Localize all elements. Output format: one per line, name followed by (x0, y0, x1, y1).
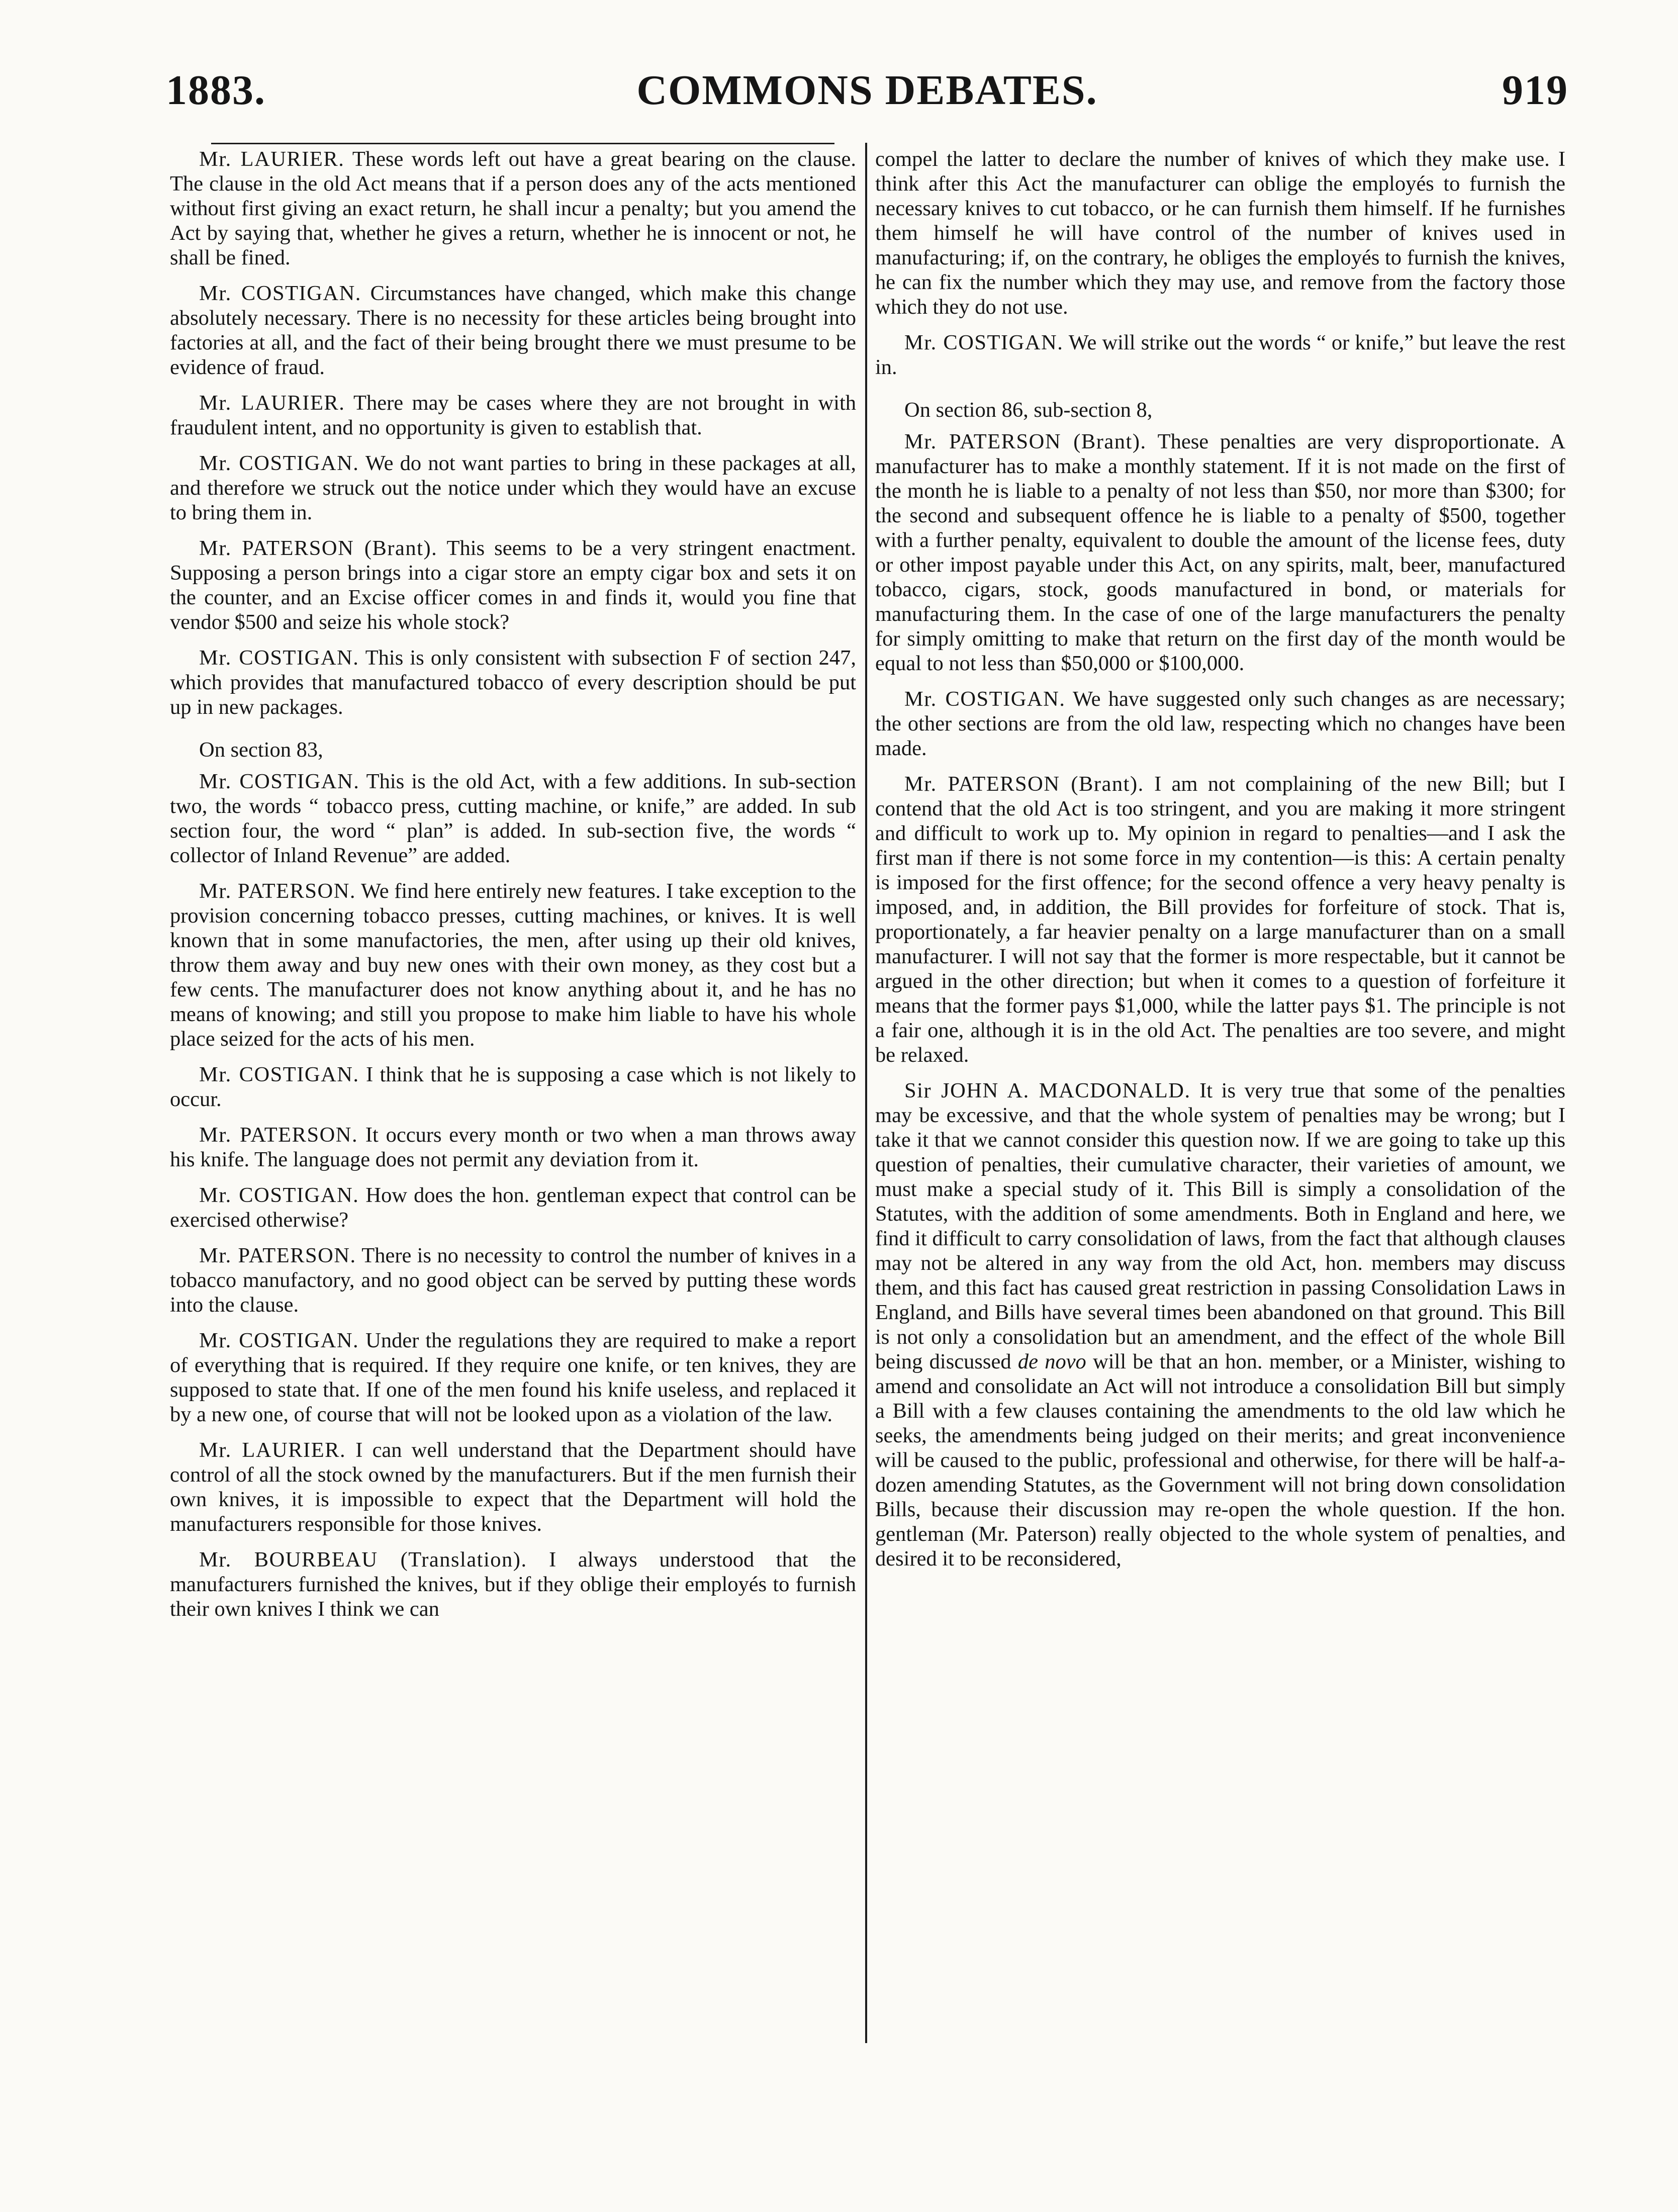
speaker-name: Mr. COSTIGAN. (199, 1063, 359, 1086)
right-column (875, 147, 1565, 2032)
speech-text: This is only consistent with subsection F of section 247, which provides that manufactured tobacco of every description should be put up in new packages. (170, 646, 856, 719)
speech-text: I think that he is supposing a case which is not likely to occur. (170, 1063, 856, 1111)
speaker-name: Mr. PATERSON (Brant). (904, 772, 1144, 796)
speech-text: Under the regulations they are required to make a report of everything that is required. If they require one knife, or ten knives, they are supposed to state that. If one of the men found his knife useless, and replaced it by a new one, of course that will not be looked upon as a violation of the law. (170, 1329, 856, 1426)
speech-text: There is no necessity to control the number of knives in a tobacco manufactory, and no good object can be served by putting these words into the clause. (170, 1244, 856, 1317)
speech-paragraph (170, 1062, 856, 1112)
speaker-name: Mr. BOURBEAU (Translation). (199, 1548, 527, 1572)
speech-paragraph (170, 1123, 856, 1172)
speaker-name: Mr. COSTIGAN. (199, 1329, 359, 1352)
speech-paragraph (170, 1547, 856, 1621)
speaker-name: Mr. COSTIGAN. (904, 687, 1066, 711)
column-top-rule (211, 143, 834, 144)
page-header (166, 60, 1568, 121)
header-year: 1883. (166, 67, 266, 114)
speech-text: Circumstances have changed, which make this change absolutely necessary. There is no necessity for these articles being brought into factories at all, and the fact of their being brought there we must presume to be evidence of fraud. (170, 282, 856, 379)
speech-text: These words left out have a great bearing on the clause. The clause in the old Act means that if a person does any of the acts mentioned without first giving an exact return, he shall incur a penalty; but you amend the Act by saying that, whether he gives a return, whether he is innocent or not, he shall be fined. (170, 147, 856, 269)
speaker-name: Mr. PATERSON. (199, 1244, 356, 1267)
speech-paragraph (170, 769, 856, 868)
speech-text: compel the latter to declare the number of knives of which they make use. I think after this Act the manufacturer can oblige the employés to furnish the necessary knives to cut tobacco, or he can furnish them himself. If he furnishes them himself he will have control of the number of knives used in manufacturing; if, on the contrary, he obliges the employés to furnish the knives, he can fix the number which they may use, and remove from the factory those which they do not use. (875, 147, 1565, 319)
speech-paragraph (875, 147, 1565, 319)
speech-paragraph (875, 1078, 1565, 1571)
speaker-name: Mr. COSTIGAN. (199, 770, 360, 793)
speech-text: I can well understand that the Department should have control of all the stock owned by the manufacturers. But if the men furnish their own knives, it is impossible to expect that the Department will hold the manufacturers responsible for those knives. (170, 1438, 856, 1536)
speaker-name: Mr. PATERSON (Brant). (199, 536, 438, 560)
speech-paragraph (170, 879, 856, 1051)
speech-paragraph (875, 429, 1565, 676)
speech-paragraph (170, 1328, 856, 1427)
section-heading: On section 86, sub-section 8, (904, 398, 1153, 422)
speaker-name: Mr. LAURIER. (199, 391, 345, 415)
speech-text: This is the old Act, with a few additions. In sub-section two, the words “ tobacco press, cutting machine, or knife,” are added. In sub section four, the word “ plan” is added. In sub-section five, the words “ collector of Inland Revenue” are added. (170, 770, 856, 867)
left-column (170, 147, 856, 2032)
speech-text: We have suggested only such changes as are necessary; the other sections are from the old law, respecting which no changes have been made. (875, 687, 1565, 760)
speaker-name: Mr. LAURIER. (199, 1438, 346, 1462)
speech-paragraph (875, 772, 1565, 1067)
speech-paragraph (170, 391, 856, 440)
speech-paragraph (170, 536, 856, 634)
speech-paragraph (170, 1183, 856, 1232)
speech-text: This seems to be a very stringent enactment. Supposing a person brings into a cigar store an empty cigar box and sets it on the counter, and an Excise officer comes in and finds it, would you fine that vendor $500 and seize his whole stock? (170, 536, 856, 634)
speech-paragraph (170, 1438, 856, 1536)
speaker-name: Mr. COSTIGAN. (199, 282, 361, 305)
speech-paragraph (875, 687, 1565, 761)
speech-paragraph (170, 451, 856, 525)
speech-text: There may be cases where they are not brought in with fraudulent intent, and no opportunity is given to establish that. (170, 391, 856, 439)
header-title: COMMONS DEBATES. (636, 67, 1098, 114)
speech-text-continued: will be that an hon. member, or a Minister, wishing to amend and consolidate an Act will not introduce a consolidation Bill but simply a Bill with a few clauses containing the amendments to the old law which he seeks, the amendments being judged on their merits; and great inconvenience will be caused to the public, professional and otherwise, for there will be half-a-dozen amending Statutes, as the Government will not bring down consolidation Bills, because their discussion may re-open the whole question. If the hon. gentleman (Mr. Paterson) really objected to the whole system of penalties, and desired it to be reconsidered, (875, 1350, 1565, 1571)
speech-paragraph (170, 1243, 856, 1317)
speaker-name: Mr. LAURIER. (199, 147, 345, 171)
speech-paragraph (170, 147, 856, 270)
speech-text: We find here entirely new features. I take exception to the provision concerning tobacco presses, cutting machines, or knives. It is well known that in some manufactories, the men, after using up their old knives, throw them away and buy new ones with their own money, as they cost but a few cents. The manufacturer does not know anything about it, and he has no means of knowing; and still you propose to make him liable to have his whole place seized for the acts of his men. (170, 879, 856, 1051)
speaker-name: Mr. COSTIGAN. (199, 646, 359, 670)
speaker-name: Mr. PATERSON. (199, 1123, 358, 1147)
speech-text: How does the hon. gentleman expect that control can be exercised otherwise? (170, 1183, 856, 1232)
section-heading: On section 83, (199, 738, 323, 762)
italic-phrase: de novo (1017, 1350, 1086, 1373)
speech-text: It occurs every month or two when a man throws away his knife. The language does not permit any deviation from it. (170, 1123, 856, 1171)
speech-text: I am not complaining of the new Bill; but I contend that the old Act is too stringent, and you are making it more stringent and difficult to work up to. My opinion in regard to penalties—and I ask the first man if there is not some force in my contention—is this: A certain penalty is imposed for the first offence; for the second offence a very heavy penalty is imposed, and, in addition, the Bill provides for forfeiture of stock. That is, proportionately, a far heavier penalty on a large manufacturer than on a small manufacturer. I will not say that the former is more respectable, but it cannot be argued in the other direction; but when it comes to a question of forfeiture it means that the former pays $1,000, while the latter pays $1. The principle is not a fair one, although it is in the old Act. The penalties are too severe, and might be relaxed. (875, 772, 1565, 1067)
header-page-number: 919 (1502, 67, 1568, 114)
column-divider (865, 143, 867, 2043)
speech-text: These penalties are very disproportionate. A manufacturer has to make a monthly statement. If it is not made on the first of the month he is liable to a penalty of not less than $50, nor more than $300; for the second and subsequent offence he is liable to a penalty of $500, together with a further penalty, equivalent to double the amount of the license fees, duty or other impost payable under this Act, on any spirits, malt, beer, manufactured tobacco, cigars, stock, goods manufactured in bond, or materials for manufacturing them. In the case of one of the large manufacturers the penalty for simply omitting to make that return on the first day of the month would be equal to not less than $50,000 or $100,000. (875, 430, 1565, 675)
speaker-name: Mr. PATERSON. (199, 879, 356, 903)
speech-paragraph (170, 281, 856, 380)
speech-text: We do not want parties to bring in these packages at all, and therefore we struck out the notice under which they would have an excuse to bring them in. (170, 451, 856, 524)
speech-paragraph (875, 330, 1565, 380)
speech-text: We will strike out the words “ or knife,” but leave the rest in. (875, 331, 1565, 379)
speaker-name: Mr. COSTIGAN. (199, 1183, 359, 1207)
speech-paragraph (170, 646, 856, 719)
speaker-name: Mr. COSTIGAN. (199, 451, 359, 475)
speech-text: It is very true that some of the penalties may be excessive, and that the whole system of penalties may be wrong; but I take it that we cannot consider this question now. If we are going to take up this question of penalties, their cumulative character, their varieties of amount, we must make a special study of it. This Bill is simply a consolidation of the Statutes, with the addition of some amendments. Both in England and here, we find it difficult to carry consolidation of laws, from the fact that although clauses may not be altered in any way from the old Act, hon. members may discuss them, and this fact has caused great restriction in passing Consolidation Laws in England, and Bills have several times been abandoned on that ground. This Bill is not only a consolidation but an amendment, and the effect of the whole Bill being discussed (875, 1079, 1565, 1373)
speaker-name: Sir JOHN A. MACDONALD. (904, 1079, 1191, 1102)
speech-text: I always understood that the manufacturers furnished the knives, but if they oblige their employés to furnish their own knives I think we can (170, 1548, 856, 1621)
speaker-name: Mr. COSTIGAN. (904, 331, 1064, 354)
speaker-name: Mr. PATERSON (Brant). (904, 430, 1147, 453)
